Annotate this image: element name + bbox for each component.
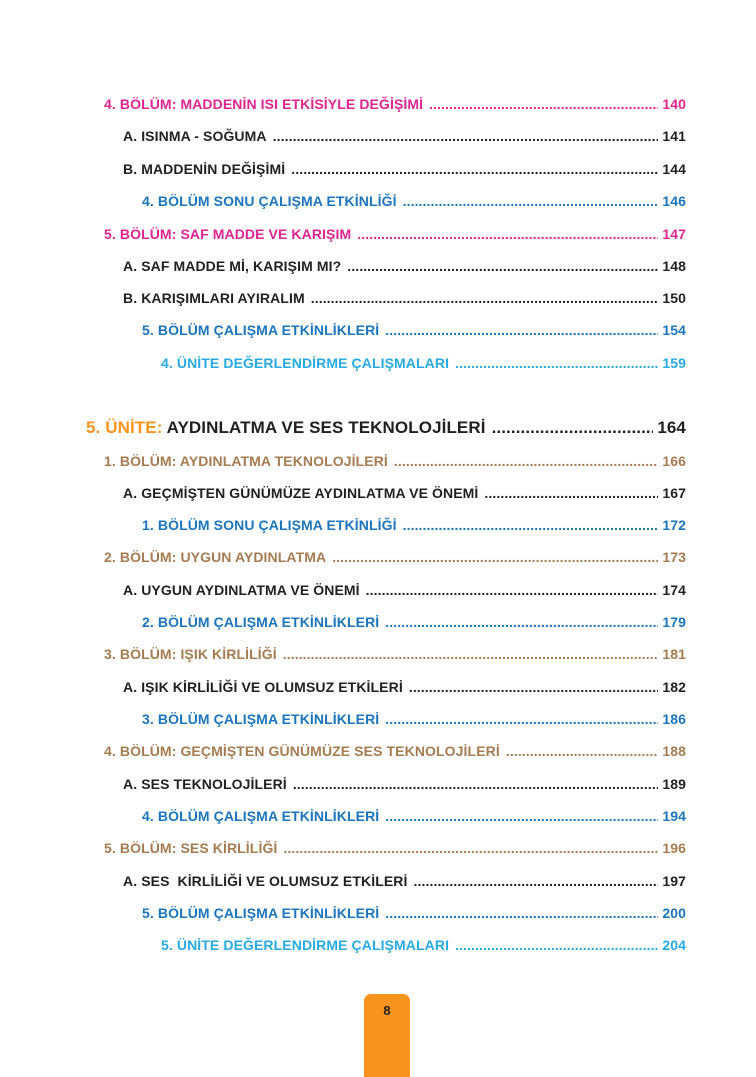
toc-entry-page: 167	[662, 485, 686, 501]
toc-entry-label: A. SES TEKNOLOJİLERİ	[123, 776, 287, 792]
dot-leader	[385, 614, 658, 630]
dot-leader	[357, 226, 658, 242]
toc-unit-entry[interactable]	[86, 418, 686, 438]
toc-entry-page: 150	[662, 290, 686, 306]
toc-entry[interactable]	[142, 322, 686, 338]
toc-entry-page: 172	[662, 517, 686, 533]
toc-entry-label: 5. BÖLÜM ÇALIŞMA ETKİNLİKLERİ	[142, 905, 380, 921]
dot-leader	[283, 840, 658, 856]
toc-entry-label: B. KARIŞIMLARI AYIRALIM	[123, 290, 305, 306]
dot-leader	[385, 808, 658, 824]
toc-entry[interactable]	[142, 711, 686, 727]
toc-entry-page: 196	[662, 840, 686, 856]
toc-entry-page: 186	[662, 711, 686, 727]
toc-entry[interactable]	[142, 808, 686, 824]
dot-leader	[455, 937, 658, 953]
toc-entry-page: 197	[662, 873, 686, 889]
toc-entry-page: 140	[662, 96, 686, 112]
toc-entry[interactable]	[142, 517, 686, 533]
toc-unit-label	[86, 418, 486, 438]
toc-entry-page: 189	[662, 776, 686, 792]
toc-entry-page: 179	[662, 614, 686, 630]
toc-entry-page: 181	[662, 646, 686, 662]
toc-entry[interactable]	[142, 905, 686, 921]
toc-entry-page: 188	[662, 743, 686, 759]
toc-entry-page: 148	[662, 258, 686, 274]
page-number: 8	[383, 1003, 391, 1018]
toc-entry[interactable]	[161, 937, 686, 953]
toc-entry-label: 1. BÖLÜM SONU ÇALIŞMA ETKİNLİĞİ	[142, 517, 397, 533]
toc-entry-label: 4. ÜNİTE DEĞERLENDİRME ÇALIŞMALARI	[161, 355, 450, 371]
toc-entry-page: 174	[662, 582, 686, 598]
toc-entry-page: 173	[662, 549, 686, 565]
toc-entry-label: 3. BÖLÜM ÇALIŞMA ETKİNLİKLERİ	[142, 711, 380, 727]
toc-entry-label: A. ISINMA - SOĞUMA	[123, 128, 267, 144]
dot-leader	[429, 96, 658, 112]
toc-entry[interactable]	[104, 743, 686, 759]
toc-entry-label: 2. BÖLÜM ÇALIŞMA ETKİNLİKLERİ	[142, 614, 380, 630]
toc-entry-label: 5. BÖLÜM: SES KİRLİLİĞİ	[104, 840, 278, 856]
toc-entry-label: B. MADDENİN DEĞİŞİMİ	[123, 161, 286, 177]
dot-leader	[385, 711, 658, 727]
toc-entry[interactable]	[123, 258, 686, 274]
dot-leader	[394, 453, 658, 469]
toc-entry[interactable]	[123, 128, 686, 144]
toc-entry-page: 147	[662, 226, 686, 242]
page-number-tab	[364, 994, 410, 1077]
toc-entry-page: 141	[662, 128, 686, 144]
dot-leader	[403, 517, 659, 533]
toc-entry[interactable]	[161, 355, 686, 371]
toc-entry[interactable]	[123, 776, 686, 792]
toc-entry-page: 194	[662, 808, 686, 824]
toc-entry-page: 159	[662, 355, 686, 371]
toc-entry-label: A. SES KİRLİLİĞİ VE OLUMSUZ ETKİLERİ	[123, 873, 408, 889]
toc-entry[interactable]	[104, 96, 686, 112]
dot-leader	[283, 646, 659, 662]
toc-entry-label: 1. BÖLÜM: AYDINLATMA TEKNOLOJİLERİ	[104, 453, 388, 469]
toc-entry-label: 4. BÖLÜM: MADDENİN ISI ETKİSİYLE DEĞİŞİMİ	[104, 96, 424, 112]
dot-leader	[409, 679, 659, 695]
dot-leader	[347, 258, 658, 274]
dot-leader	[366, 582, 659, 598]
toc-entry[interactable]	[142, 193, 686, 209]
dot-leader	[293, 776, 659, 792]
toc-entry-label: 5. BÖLÜM: SAF MADDE VE KARIŞIM	[104, 226, 352, 242]
dot-leader	[273, 128, 659, 144]
dot-leader	[332, 549, 658, 565]
toc-entry-label: 4. BÖLÜM SONU ÇALIŞMA ETKİNLİĞİ	[142, 193, 397, 209]
toc-entry-page: 144	[662, 161, 686, 177]
toc-entry-label: 4. BÖLÜM: GEÇMİŞTEN GÜNÜMÜZE SES TEKNOLOJİLERİ	[104, 743, 500, 759]
toc-entry[interactable]	[104, 549, 686, 565]
toc-entry[interactable]	[123, 290, 686, 306]
toc-entry[interactable]	[104, 226, 686, 242]
toc-entry-label: 5. ÜNİTE DEĞERLENDİRME ÇALIŞMALARI	[161, 937, 450, 953]
toc-entry[interactable]	[123, 582, 686, 598]
toc-entry-label: A. UYGUN AYDINLATMA VE ÖNEMİ	[123, 582, 360, 598]
toc-entry-page: 166	[662, 453, 686, 469]
dot-leader	[291, 161, 658, 177]
toc-entry[interactable]	[123, 161, 686, 177]
toc-entry-page: 146	[662, 193, 686, 209]
toc-entry-label: 4. BÖLÜM ÇALIŞMA ETKİNLİKLERİ	[142, 808, 380, 824]
toc-entry[interactable]	[104, 453, 686, 469]
toc-entry-page: 200	[662, 905, 686, 921]
dot-leader	[385, 322, 658, 338]
toc-entry-page: 204	[662, 937, 686, 953]
toc-entry[interactable]	[142, 614, 686, 630]
toc-entry[interactable]	[123, 679, 686, 695]
dot-leader	[492, 418, 654, 438]
toc-entry-label: 3. BÖLÜM: IŞIK KİRLİLİĞİ	[104, 646, 277, 662]
toc-entry-label: 2. BÖLÜM: UYGUN AYDINLATMA	[104, 549, 327, 565]
dot-leader	[311, 290, 659, 306]
dot-leader	[484, 485, 658, 501]
unit-title: AYDINLATMA VE SES TEKNOLOJİLERİ	[166, 418, 486, 437]
toc-entry-label: A. SAF MADDE Mİ, KARIŞIM MI?	[123, 258, 342, 274]
toc-entry[interactable]	[104, 840, 686, 856]
toc-entry-page: 182	[662, 679, 686, 695]
toc-entry-page: 154	[662, 322, 686, 338]
toc-entry-page: 164	[657, 418, 686, 437]
toc-entry-label: A. GEÇMİŞTEN GÜNÜMÜZE AYDINLATMA VE ÖNEMİ	[123, 485, 479, 501]
toc-entry-label: 5. BÖLÜM ÇALIŞMA ETKİNLİKLERİ	[142, 322, 380, 338]
toc-entry[interactable]	[123, 873, 686, 889]
dot-leader	[455, 355, 658, 371]
toc-entry[interactable]	[123, 485, 686, 501]
toc-entry-label: A. IŞIK KİRLİLİĞİ VE OLUMSUZ ETKİLERİ	[123, 679, 403, 695]
toc-entry[interactable]	[104, 646, 686, 662]
dot-leader	[414, 873, 659, 889]
dot-leader	[506, 743, 658, 759]
dot-leader	[385, 905, 658, 921]
dot-leader	[403, 193, 659, 209]
unit-prefix: 5. ÜNİTE:	[86, 418, 163, 437]
